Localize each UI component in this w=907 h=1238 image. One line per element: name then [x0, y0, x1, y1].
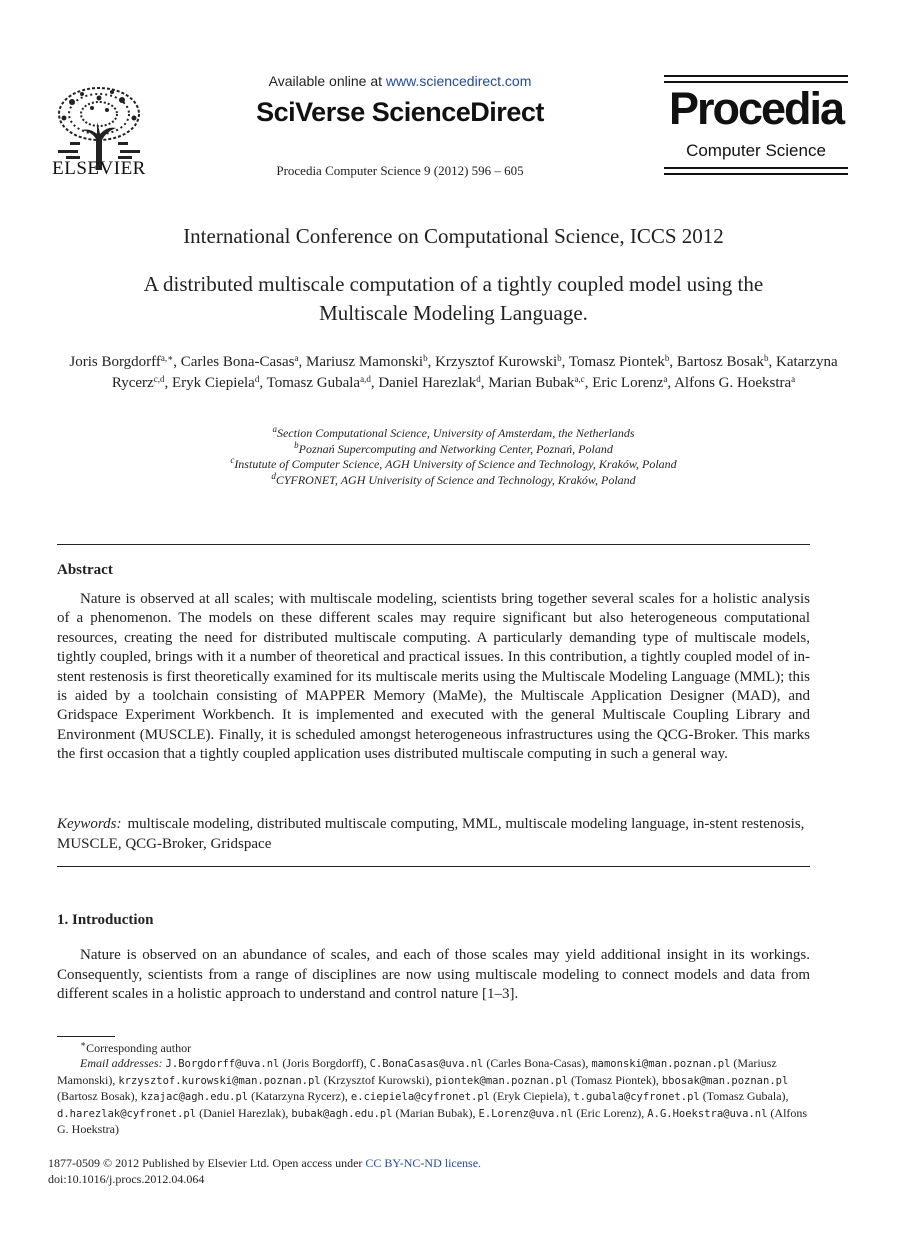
available-online-label: Available online at	[268, 73, 386, 89]
footnotes	[57, 1041, 810, 1137]
affiliation-line	[62, 439, 845, 458]
author-name: Eric Lorenz	[592, 375, 664, 391]
author-affiliation-mark: a	[791, 374, 796, 384]
email-label: Email addresses:	[80, 1056, 166, 1071]
paper-title-line: Multiscale Modeling Language.	[319, 301, 588, 325]
procedia-rule-bottom-1	[664, 167, 848, 169]
email-address[interactable]: krzysztof.kurowski@man.poznan.pl	[118, 1074, 321, 1087]
email-owner: (Carles Bona-Casas)	[483, 1056, 586, 1071]
email-address[interactable]: bubak@agh.edu.pl	[291, 1107, 393, 1120]
keywords	[57, 814, 810, 854]
author-name: Eryk Ciepiela	[171, 375, 255, 391]
author-affiliation-mark: a,∗	[160, 353, 174, 363]
affiliation-text: CYFRONET, AGH Univerisity of Science and Technology, Kraków, Poland	[275, 472, 636, 487]
affiliation-text: Instutute of Computer Science, AGH University of Science and Technology, Kraków, Poland	[234, 457, 677, 471]
email-address[interactable]: bbosak@man.poznan.pl	[661, 1074, 789, 1087]
affiliation-text: Section Computational Science, University of Amsterdam, the Netherlands	[276, 426, 635, 440]
section-heading-introduction: 1. Introduction	[57, 912, 154, 928]
procedia-logo: Procedia	[668, 83, 844, 134]
author-affiliation-mark: b	[763, 353, 769, 363]
affiliation-mark: a	[272, 424, 277, 434]
author-affiliation-mark: c,d	[153, 374, 165, 384]
affiliation-list	[62, 426, 845, 488]
author-affiliation-mark: d	[476, 374, 481, 384]
email-owner: (Alfons G. Hoekstra)	[57, 1105, 808, 1137]
email-owner: (Marian Bubak)	[392, 1105, 473, 1120]
email-address[interactable]: mamonski@man.poznan.pl	[591, 1058, 731, 1071]
procedia-rule-bottom-2	[664, 173, 848, 175]
journal-citation: Procedia Computer Science 9 (2012) 596 – 605	[276, 163, 524, 178]
license-link[interactable]: CC BY-NC-ND license.	[365, 1156, 482, 1170]
author-name: Joris Borgdorff	[69, 354, 161, 370]
affiliation-mark: d	[271, 470, 276, 481]
issn-line	[48, 1155, 481, 1171]
affiliation-line	[62, 426, 845, 442]
procedia-subtitle: Computer Science	[686, 141, 826, 160]
abstract-heading: Abstract	[57, 562, 113, 578]
author-affiliation-mark: a	[294, 353, 299, 363]
doi-line: doi:10.1016/j.procs.2012.04.064	[48, 1172, 205, 1186]
email-owner: (Katarzyna Rycerz)	[248, 1089, 345, 1104]
author-name: Krzysztof Kurowski	[435, 354, 558, 370]
email-address[interactable]: piontek@man.poznan.pl	[435, 1074, 569, 1087]
available-online-line	[230, 73, 570, 89]
abstract-body	[57, 590, 810, 765]
email-owner: (Mariusz Mamonski)	[57, 1056, 777, 1087]
affiliation-mark: b	[294, 439, 299, 450]
author-affiliation-mark: a	[663, 374, 668, 384]
copyright-block	[48, 1155, 481, 1187]
email-owner: (Krzysztof Kurowski)	[320, 1072, 430, 1087]
author-name: Marian Bubak	[488, 375, 575, 391]
author-name: Mariusz Mamonski	[306, 354, 424, 370]
email-address[interactable]: t.gubala@cyfronet.pl	[573, 1091, 700, 1104]
email-address[interactable]: C.BonaCasas@uva.nl	[369, 1058, 484, 1071]
abstract-paragraph: Nature is observed at all scales; with multiscale modeling, scientists bring together several scales for a holistic analysis of a phenomenon. The models on these different scales may require significant but also heterogeneous computational resources, creating the need for distributed multiscale computing. A particularly demanding type of multiscale models, tightly coupled, brings with it a number of theoretical and practical issues. In this contribution, a tightly coupled model of in-stent restenosis is first theoretically examined for its multiscale merits using the Multiscale Modeling Language (MML); this is aided by a toolchain consisting of MAPPER Memory (MaMe), the Multiscale Application Designer (MAD), and Gridspace Experiment Workbench. It is implemented and executed with the general Multiscale Coupling Library and Environment (MUSCLE). Finally, it is scheduled amongst heterogeneous infrastructures using the QCG-Broker. This marks the first occasion that a tightly coupled application uses distributed multiscale computing in such a general way.	[57, 591, 810, 763]
corresponding-author-note	[57, 1041, 810, 1056]
email-owner: (Eryk Ciepiela)	[490, 1089, 568, 1104]
conference-title: International Conference on Computational Science, ICCS 2012	[183, 224, 724, 248]
email-owner: (Tomasz Gubala)	[699, 1089, 786, 1104]
footnote-rule	[57, 1036, 115, 1037]
author-affiliation-mark: b	[557, 353, 562, 363]
abstract-top-rule	[57, 544, 810, 545]
author-list: Joris Borgdorff$^{a,∗}$, Carles Bona-Casas$^a$, Mariusz Mamonski$^b$, Krzysztof Kurowski$^b$, Tomasz Piontek$^b$, Bartosz Bosak$^b$, Katarzyna Rycerz$^{c,d}$, Eryk Ciepiela$^d$, Tomasz Gubala$^{a,d}$, Daniel Harezlak$^d$, Marian Bubak$^{a,c}$, Eric Lorenz$^a$, Alfons G. Hoekstra$^a$	[69, 353, 838, 391]
procedia-rule-top-1	[664, 75, 848, 77]
corresponding-author-label: Corresponding author	[86, 1041, 192, 1055]
corresponding-mark: ∗	[80, 1039, 87, 1049]
email-address[interactable]: J.Borgdorff@uva.nl	[165, 1058, 280, 1071]
author-affiliation-mark: a,d	[360, 374, 371, 384]
email-owner: (Eric Lorenz)	[573, 1105, 642, 1120]
email-address[interactable]: E.Lorenz@uva.nl	[478, 1107, 574, 1120]
email-owner: (Tomasz Piontek)	[568, 1072, 656, 1087]
keywords-text: multiscale modeling, distributed multiscale computing, MML, multiscale modeling language, in-stent restenosis, MUSCLE, QCG-Broker, Gridspace	[57, 816, 805, 852]
abstract-bottom-rule	[57, 866, 810, 867]
author-affiliation-mark: d	[254, 374, 260, 384]
issn-text: 1877-0509 © 2012 Published by Elsevier Ltd. Open access under	[48, 1156, 366, 1170]
affiliation-line	[62, 457, 845, 473]
email-owner: (Bartosz Bosak)	[57, 1089, 135, 1104]
email-address[interactable]: e.ciepiela@cyfronet.pl	[350, 1091, 490, 1104]
author-affiliation-mark: a,c	[574, 374, 585, 384]
affiliation-line	[62, 470, 845, 489]
introduction-body	[57, 946, 810, 1005]
email-address[interactable]: d.harezlak@cyfronet.pl	[57, 1107, 197, 1120]
introduction-paragraph: Nature is observed on an abundance of scales, and each of those scales may yield additional insight in its workings. Consequently, scientists from a range of disciplines are now using multiscale modeling to connect models and data from different scales in a holistic approach to understand and control nature [1–3].	[57, 947, 810, 1003]
author-affiliation-mark: b	[423, 353, 428, 363]
email-addresses: Email addresses: J.Borgdorff@uva.nl (Joris Borgdorff), C.BonaCasas@uva.nl (Carles Bona-Casas), mamonski@man.poznan.pl (Mariusz Mamonski), krzysztof.kurowski@man.poznan.pl (Krzysztof Kurowski), piontek@man.poznan.pl (Tomasz Piontek), bbosak@man.poznan.pl (Bartosz Bosak), kzajac@agh.edu.pl (Katarzyna Rycerz), e.ciepiela@cyfronet.pl (Eryk Ciepiela), t.gubala@cyfronet.pl (Tomasz Gubala), d.harezlak@cyfronet.pl (Daniel Harezlak), bubak@agh.edu.pl (Marian Bubak), E.Lorenz@uva.nl (Eric Lorenz), A.G.Hoekstra@uva.nl (Alfons G. Hoekstra)	[57, 1056, 808, 1137]
author-name: Katarzyna Rycerz	[111, 354, 838, 391]
author-name: Carles Bona-Casas	[180, 354, 295, 370]
author-name: Bartosz Bosak	[676, 354, 764, 370]
keywords-label: Keywords:	[57, 816, 122, 832]
affiliation-text: Poznań Supercomputing and Networking Center, Poznań, Poland	[298, 441, 613, 456]
author-affiliation-mark: b	[664, 353, 670, 363]
email-owner: (Joris Borgdorff)	[279, 1056, 364, 1071]
elsevier-wordmark: ELSEVIER	[52, 158, 146, 179]
author-name: Alfons G. Hoekstra	[674, 375, 792, 391]
sciverse-sciencedirect-logo: SciVerse ScienceDirect	[256, 97, 544, 127]
email-address[interactable]: A.G.Hoekstra@uva.nl	[647, 1107, 768, 1120]
paper-title	[40, 270, 867, 328]
sciencedirect-link[interactable]: www.sciencedirect.com	[385, 73, 532, 89]
author-name: Tomasz Piontek	[568, 354, 665, 370]
email-owner: (Daniel Harezlak)	[196, 1105, 286, 1120]
affiliation-mark: c	[230, 455, 235, 465]
paper-title-line: A distributed multiscale computation of a tightly coupled model using the	[143, 272, 764, 296]
author-name: Daniel Harezlak	[378, 375, 477, 391]
email-address[interactable]: kzajac@agh.edu.pl	[140, 1091, 249, 1104]
author-name: Tomasz Gubala	[266, 375, 361, 391]
